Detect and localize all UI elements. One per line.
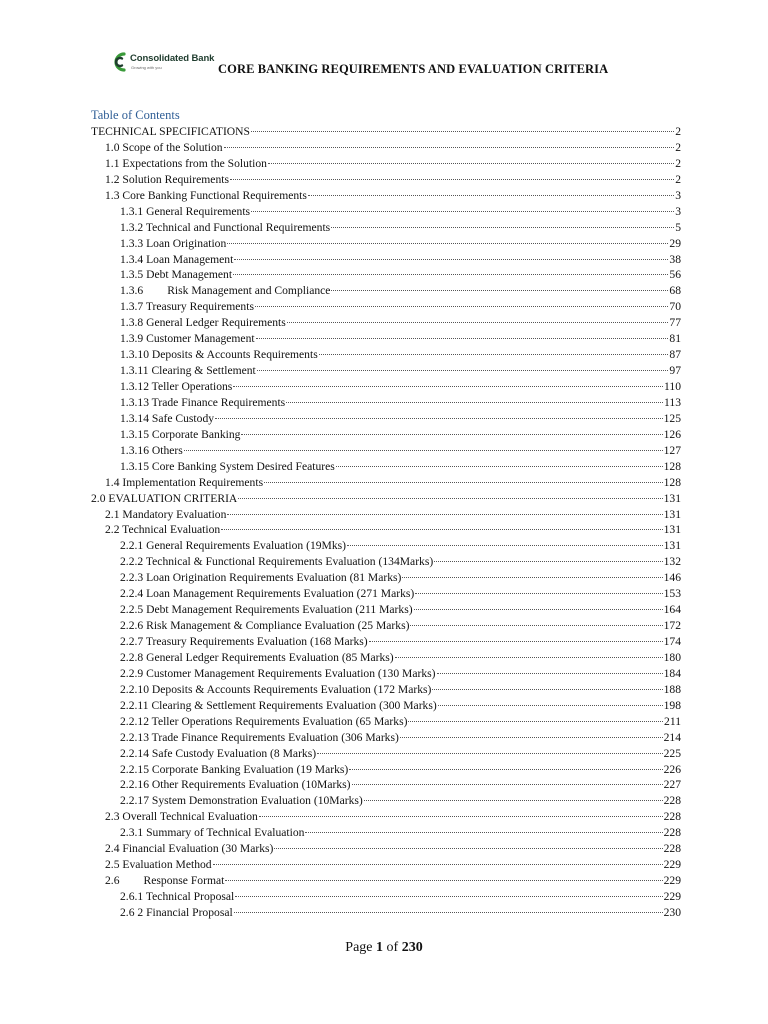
toc-entry-label: 2.2.3 Loan Origination Requirements Evaluation (81 Marks) <box>120 571 402 585</box>
toc-dot-leader <box>402 577 662 578</box>
toc-entry-page: 228 <box>663 826 681 840</box>
toc-entry-label: 2.2.12 Teller Operations Requirements Evaluation (65 Marks) <box>120 714 408 728</box>
toc-entry-label: 1.3.12 Teller Operations <box>120 380 233 393</box>
toc-entry-page: 81 <box>669 332 681 346</box>
toc-entry-page: 68 <box>669 284 681 298</box>
toc-dot-leader <box>286 402 663 403</box>
toc-entry-page: 131 <box>663 491 681 505</box>
toc-dot-leader <box>227 243 668 244</box>
toc-dot-leader <box>221 529 662 530</box>
toc-dot-leader <box>305 832 662 833</box>
footer-page-word: Page <box>345 940 373 955</box>
toc-entry-page: 153 <box>663 587 681 601</box>
toc-entry-page: 198 <box>663 698 681 712</box>
toc-entry-label: 2.2 Technical Evaluation <box>105 523 221 537</box>
toc-entry-page: 113 <box>664 395 681 409</box>
toc-entry-label: 2.2.1 General Requirements Evaluation (19Mks) <box>120 539 347 553</box>
toc-entry[interactable] <box>91 507 681 523</box>
toc-entry-label: 1.1 Expectations from the Solution <box>105 156 267 170</box>
toc-entry-label: 1.3.3 Loan Origination <box>120 236 227 250</box>
toc-entry-label: 1.3.7 Treasury Requirements <box>120 300 254 314</box>
toc-entry-label: 2.5 Evaluation Method <box>105 858 212 872</box>
toc-entry[interactable] <box>91 491 681 507</box>
footer-of-word: of <box>386 940 399 955</box>
toc-dot-leader <box>251 211 674 212</box>
toc-dot-leader <box>268 163 674 164</box>
toc-entry-page: 127 <box>663 443 681 457</box>
toc-entry-label: 2.2.7 Treasury Requirements Evaluation (168 Marks) <box>120 635 368 648</box>
toc-entry-label: 1.3.4 Loan Management <box>120 252 234 266</box>
document-title: CORE BANKING REQUIREMENTS AND EVALUATION CRITERIA <box>218 62 609 76</box>
toc-entry-page: 128 <box>663 459 681 473</box>
toc-entry[interactable] <box>91 746 681 762</box>
toc-entry[interactable] <box>91 299 681 315</box>
page-header <box>108 48 668 84</box>
toc-entry-page: 174 <box>663 635 681 648</box>
toc-dot-leader <box>274 848 662 849</box>
toc-entry-page: 228 <box>663 794 681 808</box>
toc-dot-leader <box>331 227 674 228</box>
toc-dot-leader <box>352 784 663 785</box>
toc-entry-label: 1.3.9 Customer Management <box>120 332 255 346</box>
toc-entry[interactable] <box>91 252 681 268</box>
toc-entry[interactable] <box>91 714 681 730</box>
toc-dot-leader <box>331 290 668 291</box>
toc-entry-page: 131 <box>663 539 681 553</box>
toc-entry[interactable] <box>91 363 681 379</box>
bank-logo-icon <box>108 50 130 74</box>
toc-entry[interactable] <box>91 762 681 778</box>
toc-entry-label: 2.6.1 Technical Proposal <box>120 890 235 903</box>
toc-entry-page: 211 <box>664 714 681 728</box>
toc-entry[interactable] <box>91 570 681 586</box>
toc-entry-page: 128 <box>663 475 681 489</box>
toc-entry-page: 87 <box>669 348 681 362</box>
toc-entry[interactable] <box>91 236 681 252</box>
toc-entry-label: 1.3 Core Banking Functional Requirements <box>105 188 307 202</box>
toc-entry-page: 77 <box>669 316 681 330</box>
toc-entry-label: 2.2.8 General Ledger Requirements Evaluation (85 Marks) <box>120 650 394 664</box>
toc-entry[interactable] <box>91 905 681 921</box>
toc-entry-page: 229 <box>663 858 681 872</box>
toc-entry[interactable] <box>91 873 681 889</box>
toc-entry-label: 1.3.16 Others <box>120 443 183 457</box>
toc-entry-page: 164 <box>663 603 681 617</box>
toc-entry-label: 2.3 Overall Technical Evaluation <box>105 810 258 824</box>
toc-entry-page: 227 <box>663 778 681 792</box>
toc-entry-label: 1.3.11 Clearing & Settlement <box>120 364 256 378</box>
toc-entry[interactable] <box>91 475 681 491</box>
toc-dot-leader <box>410 625 662 626</box>
toc-entry-label: 1.3.2 Technical and Functional Requirements <box>120 220 331 234</box>
toc-dot-leader <box>308 195 674 196</box>
toc-entry-page: 2 <box>675 125 681 138</box>
toc-entry[interactable] <box>91 777 681 793</box>
toc-entry[interactable] <box>91 188 681 204</box>
page-footer <box>0 940 768 956</box>
toc-dot-leader <box>264 482 663 483</box>
toc-entry[interactable] <box>91 204 681 220</box>
toc-entry-label: 2.2.10 Deposits & Accounts Requirements Evaluation (172 Marks) <box>120 682 432 696</box>
toc-dot-leader <box>369 641 663 642</box>
toc-entry-page: 97 <box>669 364 681 378</box>
toc-entry[interactable] <box>91 315 681 331</box>
toc-entry[interactable] <box>91 793 681 809</box>
toc-entry-page: 229 <box>663 890 681 903</box>
toc-entry-page: 225 <box>663 746 681 760</box>
toc-entry[interactable] <box>91 730 681 746</box>
toc-entry[interactable] <box>91 172 681 188</box>
toc-entry[interactable] <box>91 124 681 140</box>
toc-entry-label: 1.3.8 General Ledger Requirements <box>120 316 286 330</box>
toc-entry[interactable] <box>91 857 681 873</box>
bank-tagline: Growing with you <box>131 65 162 70</box>
toc-dot-leader <box>336 466 663 467</box>
toc-dot-leader <box>415 593 662 594</box>
toc-dot-leader <box>234 259 668 260</box>
toc-entry-label: 1.0 Scope of the Solution <box>105 140 223 154</box>
toc-entry-page: 2 <box>675 172 681 186</box>
toc-dot-leader <box>238 498 662 499</box>
toc-dot-leader <box>235 896 662 897</box>
footer-page-current: 1 <box>376 940 384 955</box>
toc-dot-leader <box>215 418 663 419</box>
toc-entry[interactable] <box>91 602 681 618</box>
toc-entry-label: 2.6 2 Financial Proposal <box>120 905 233 919</box>
toc-entry-label: 1.3.13 Trade Finance Requirements <box>120 395 286 409</box>
toc-entry[interactable] <box>91 331 681 347</box>
toc-entry-page: 180 <box>663 650 681 664</box>
toc-entry[interactable] <box>91 825 681 841</box>
toc-entry-label: 2.2.9 Customer Management Requirements Evaluation (130 Marks) <box>120 666 436 680</box>
toc-entry[interactable] <box>91 379 681 395</box>
toc-dot-leader <box>213 864 663 865</box>
toc-dot-leader <box>364 800 663 801</box>
toc-entry[interactable] <box>91 443 681 459</box>
toc-entry[interactable] <box>91 698 681 714</box>
toc-entry-page: 2 <box>675 140 681 154</box>
toc-entry-label: 2.2.17 System Demonstration Evaluation (10Marks) <box>120 794 363 808</box>
toc-entry[interactable] <box>91 283 681 299</box>
toc-entry-page: 226 <box>663 762 681 776</box>
toc-dot-leader <box>241 434 662 435</box>
toc-entry-page: 56 <box>669 268 681 282</box>
toc-entry[interactable] <box>91 459 681 475</box>
toc-entry-label: 2.2.13 Trade Finance Requirements Evaluation (306 Marks) <box>120 730 399 744</box>
toc-entry-label: 2.2.16 Other Requirements Evaluation (10Marks) <box>120 778 351 792</box>
toc-entry[interactable] <box>91 427 681 443</box>
toc-dot-leader <box>234 912 663 913</box>
toc-entry-page: 146 <box>663 571 681 585</box>
toc-dot-leader <box>224 147 675 148</box>
toc-entry[interactable] <box>91 522 681 538</box>
toc-entry-page: 126 <box>663 427 681 441</box>
toc-entry[interactable] <box>91 809 681 825</box>
toc-entry-label: 2.3.1 Summary of Technical Evaluation <box>120 826 305 840</box>
toc-entry-page: 132 <box>663 555 681 569</box>
toc-entry-label: 1.4 Implementation Requirements <box>105 475 264 489</box>
bank-logo <box>108 48 228 78</box>
toc-entry-label: 2.2.15 Corporate Banking Evaluation (19 Marks) <box>120 762 349 776</box>
toc-entry-page: 188 <box>663 682 681 696</box>
toc-dot-leader <box>434 561 662 562</box>
toc-dot-leader <box>230 179 674 180</box>
toc-entry-page: 214 <box>663 730 681 744</box>
toc-dot-leader <box>438 705 663 706</box>
toc-entry-label: 2.1 Mandatory Evaluation <box>105 507 227 521</box>
toc-dot-leader <box>233 386 663 387</box>
toc-entry-number: 1.3.6 <box>120 284 144 298</box>
toc-entry-label: 2.2.14 Safe Custody Evaluation (8 Marks) <box>120 746 317 760</box>
toc-entry-label: 2.4 Financial Evaluation (30 Marks) <box>105 842 274 856</box>
toc-entry-label: 2.2.11 Clearing & Settlement Requirements Evaluation (300 Marks) <box>120 698 437 712</box>
toc-entry-label: Response Format <box>143 874 225 888</box>
toc-entry-page: 131 <box>663 507 681 521</box>
toc-entry[interactable] <box>91 140 681 156</box>
toc-entry-page: 125 <box>663 411 681 425</box>
toc-dot-leader <box>437 673 663 674</box>
toc-entry-page: 228 <box>663 810 681 824</box>
toc-entry[interactable] <box>91 666 681 682</box>
toc-entry-label: 1.3.5 Debt Management <box>120 268 233 282</box>
toc-entry-label: 2.2.2 Technical & Functional Requirements Evaluation (134Marks) <box>120 555 434 569</box>
toc-entry[interactable] <box>91 156 681 172</box>
toc-dot-leader <box>347 545 663 546</box>
toc-entry-label: 2.2.5 Debt Management Requirements Evaluation (211 Marks) <box>120 603 413 617</box>
toc-dot-leader <box>414 609 663 610</box>
toc-dot-leader <box>259 816 663 817</box>
toc-entry-label: 1.2 Solution Requirements <box>105 172 229 186</box>
toc-entry-label: 2.2.4 Loan Management Requirements Evaluation (271 Marks) <box>120 587 415 601</box>
toc-dot-leader <box>225 880 662 881</box>
toc-entry[interactable] <box>91 220 681 236</box>
toc-entry[interactable] <box>91 411 681 427</box>
toc-entry-label: 1.3.1 General Requirements <box>120 204 251 218</box>
toc-dot-leader <box>400 737 663 738</box>
toc-entry-label: 2.0 EVALUATION CRITERIA <box>91 491 238 505</box>
toc-entry[interactable] <box>91 538 681 554</box>
toc-entry-page: 228 <box>663 842 681 856</box>
toc-entry-label: 1.3.15 Core Banking System Desired Features <box>120 459 335 473</box>
toc-dot-leader <box>395 657 663 658</box>
toc-entry-page: 38 <box>669 252 681 266</box>
table-of-contents <box>91 124 681 921</box>
toc-entry-page: 230 <box>663 905 681 919</box>
toc-dot-leader <box>408 721 663 722</box>
toc-entry-page: 172 <box>663 619 681 633</box>
toc-dot-leader <box>184 450 663 451</box>
toc-entry[interactable] <box>91 554 681 570</box>
toc-entry-page: 131 <box>663 523 681 537</box>
toc-entry-page: 3 <box>675 204 681 218</box>
toc-entry-page: 5 <box>675 220 681 234</box>
toc-entry-page: 70 <box>669 300 681 314</box>
toc-dot-leader <box>349 769 662 770</box>
toc-entry-page: 2 <box>675 156 681 170</box>
toc-dot-leader <box>233 274 668 275</box>
footer-page-total: 230 <box>401 940 423 955</box>
toc-entry[interactable] <box>91 586 681 602</box>
toc-dot-leader <box>255 306 668 307</box>
toc-entry-page: 29 <box>669 236 681 250</box>
toc-entry-page: 110 <box>664 380 681 393</box>
toc-entry-label: Risk Management and Compliance <box>167 284 331 298</box>
toc-entry-page: 184 <box>663 666 681 680</box>
toc-entry[interactable] <box>91 650 681 666</box>
toc-entry[interactable] <box>91 347 681 363</box>
toc-dot-leader <box>257 370 669 371</box>
toc-entry[interactable] <box>91 682 681 698</box>
toc-entry-label: 2.2.6 Risk Management & Compliance Evaluation (25 Marks) <box>120 619 410 633</box>
toc-entry[interactable] <box>91 841 681 857</box>
toc-dot-leader <box>251 131 674 132</box>
toc-entry-label: 1.3.14 Safe Custody <box>120 411 215 425</box>
toc-dot-leader <box>317 753 663 754</box>
toc-dot-leader <box>432 689 662 690</box>
toc-entry[interactable] <box>91 618 681 634</box>
toc-entry-label: TECHNICAL SPECIFICATIONS <box>91 125 250 138</box>
toc-dot-leader <box>319 354 669 355</box>
toc-entry-label: 1.3.10 Deposits & Accounts Requirements <box>120 348 318 362</box>
toc-entry[interactable] <box>91 634 681 650</box>
bank-name: Consolidated Bank <box>130 53 215 64</box>
toc-dot-leader <box>256 338 669 339</box>
toc-entry-label: 1.3.15 Corporate Banking <box>120 427 241 441</box>
toc-entry[interactable] <box>91 267 681 283</box>
toc-entry[interactable] <box>91 395 681 411</box>
toc-dot-leader <box>287 322 669 323</box>
toc-heading: Table of Contents <box>91 108 180 122</box>
toc-entry[interactable] <box>91 889 681 905</box>
toc-entry-number: 2.6 <box>105 874 120 888</box>
toc-entry-page: 3 <box>675 188 681 202</box>
toc-entry-page: 229 <box>663 874 681 888</box>
toc-dot-leader <box>227 514 662 515</box>
